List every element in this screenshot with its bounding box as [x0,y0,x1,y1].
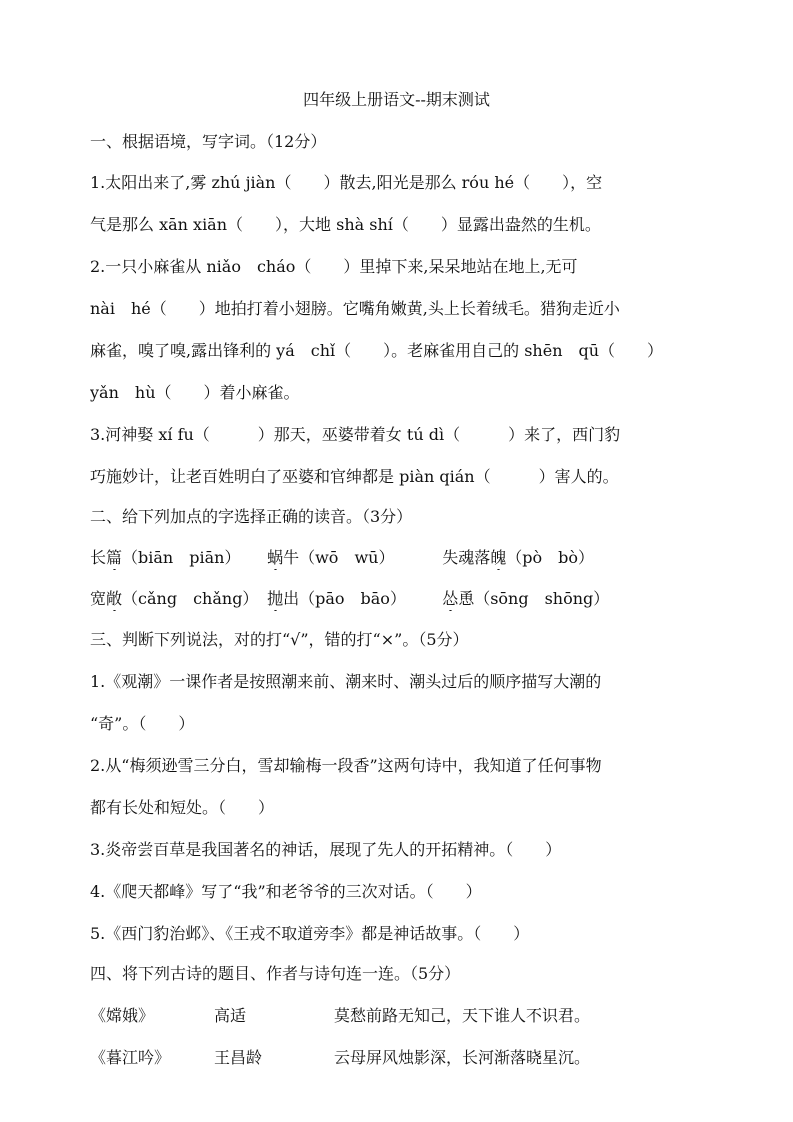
pinyin-option [90,546,262,570]
option-text: 出（pāo bāo） [283,589,406,608]
s2-row-2 [90,587,720,611]
s3-line-4: 都有长处和短处。（ ） [90,798,275,817]
poem-title: 《嫦娥》 [90,1006,155,1025]
section-2-heading: 二、给下列加点的字选择正确的读音。（3分） [90,507,413,526]
pinyin-option [90,587,262,611]
dotted-char: 魄 [490,548,507,567]
dotted-char: 抛 [267,589,284,608]
s3-line-5: 3.炎帝尝百草是我国著名的神话，展现了先人的开拓精神。（ ） [90,840,562,859]
option-text: 失魂落 [442,548,491,567]
dotted-char: 篇 [106,548,123,567]
option-text: （pò bò） [506,548,594,567]
pinyin-option [267,546,437,570]
section-4-heading: 四、将下列古诗的题目、作者与诗句连一连。（5分） [90,964,461,983]
s1-line-8: 巧施妙计，让老百姓明白了巫婆和官绅都是 piàn qián（ ）害人的。 [90,467,619,486]
s1-line-7: 3.河神娶 xí fu（ ）那天，巫婆带着女 tú dì（ ）来了，西门豹 [90,425,621,444]
pinyin-option [442,546,594,570]
s1-line-4: nài hé（ ）地拍打着小翅膀。它嘴角嫩黄,头上长着绒毛。猎狗走近小 [90,299,620,318]
s3-line-3: 2.从“梅须逊雪三分白，雪却输梅一段香”这两句诗中，我知道了任何事物 [90,756,602,775]
dotted-char: 蜗 [267,548,284,567]
dotted-char: 怂 [442,589,459,608]
pinyin-option [267,587,437,611]
s1-line-6: yǎn hù（ ）着小麻雀。 [90,383,300,402]
pinyin-option [442,587,609,611]
s1-line-3: 2.一只小麻雀从 niǎo cháo（ ）里掉下来,呆呆地站在地上,无可 [90,257,578,276]
option-text: （cǎng chǎng） [122,589,259,608]
poem-row [90,1004,720,1028]
poem-author: 王昌龄 [214,1048,263,1067]
s1-line-5: 麻雀，嗅了嗅,露出锋利的 yá chǐ（ ）。老麻雀用自己的 shēn qū（ ） [90,341,664,360]
dotted-char: 敞 [106,589,123,608]
option-text: （biān piān） [122,548,241,567]
s3-line-2: “奇”。（ ） [90,714,195,733]
option-text: 牛（wō wū） [283,548,395,567]
s3-line-6: 4.《爬天都峰》写了“我”和老爷爷的三次对话。（ ） [90,882,482,901]
poem-verse: 莫愁前路无知己，天下谁人不识君。 [334,1006,591,1025]
poem-verse: 云母屏风烛影深，长河渐落晓星沉。 [334,1048,591,1067]
s3-line-1: 1.《观潮》一课作者是按照潮来前、潮来时、潮头过后的顺序描写大潮的 [90,672,602,691]
s1-line-1: 1.太阳出来了,雾 zhú jiàn（ ）散去,阳光是那么 róu hé（ ），空 [90,173,603,192]
poem-title: 《暮江吟》 [90,1048,171,1067]
section-1-heading: 一、根据语境，写字词。（12分） [90,132,327,151]
option-text: 宽 [90,589,107,608]
option-text: 长 [90,548,107,567]
poem-row [90,1046,720,1070]
option-text: 恿（sōng shōng） [458,589,610,608]
section-3-heading: 三、判断下列说法，对的打“√”，错的打“×”。（5分） [90,630,469,649]
poem-author: 高适 [214,1006,247,1025]
s3-line-7: 5.《西门豹治邺》、《王戎不取道旁李》都是神话故事。（ ） [90,924,530,943]
page-title: 四年级上册语文--期末测试 [303,90,490,109]
s1-line-2: 气是那么 xān xiān（ ），大地 shà shí（ ）显露出盎然的生机。 [90,215,601,234]
s2-row-1 [90,546,720,570]
